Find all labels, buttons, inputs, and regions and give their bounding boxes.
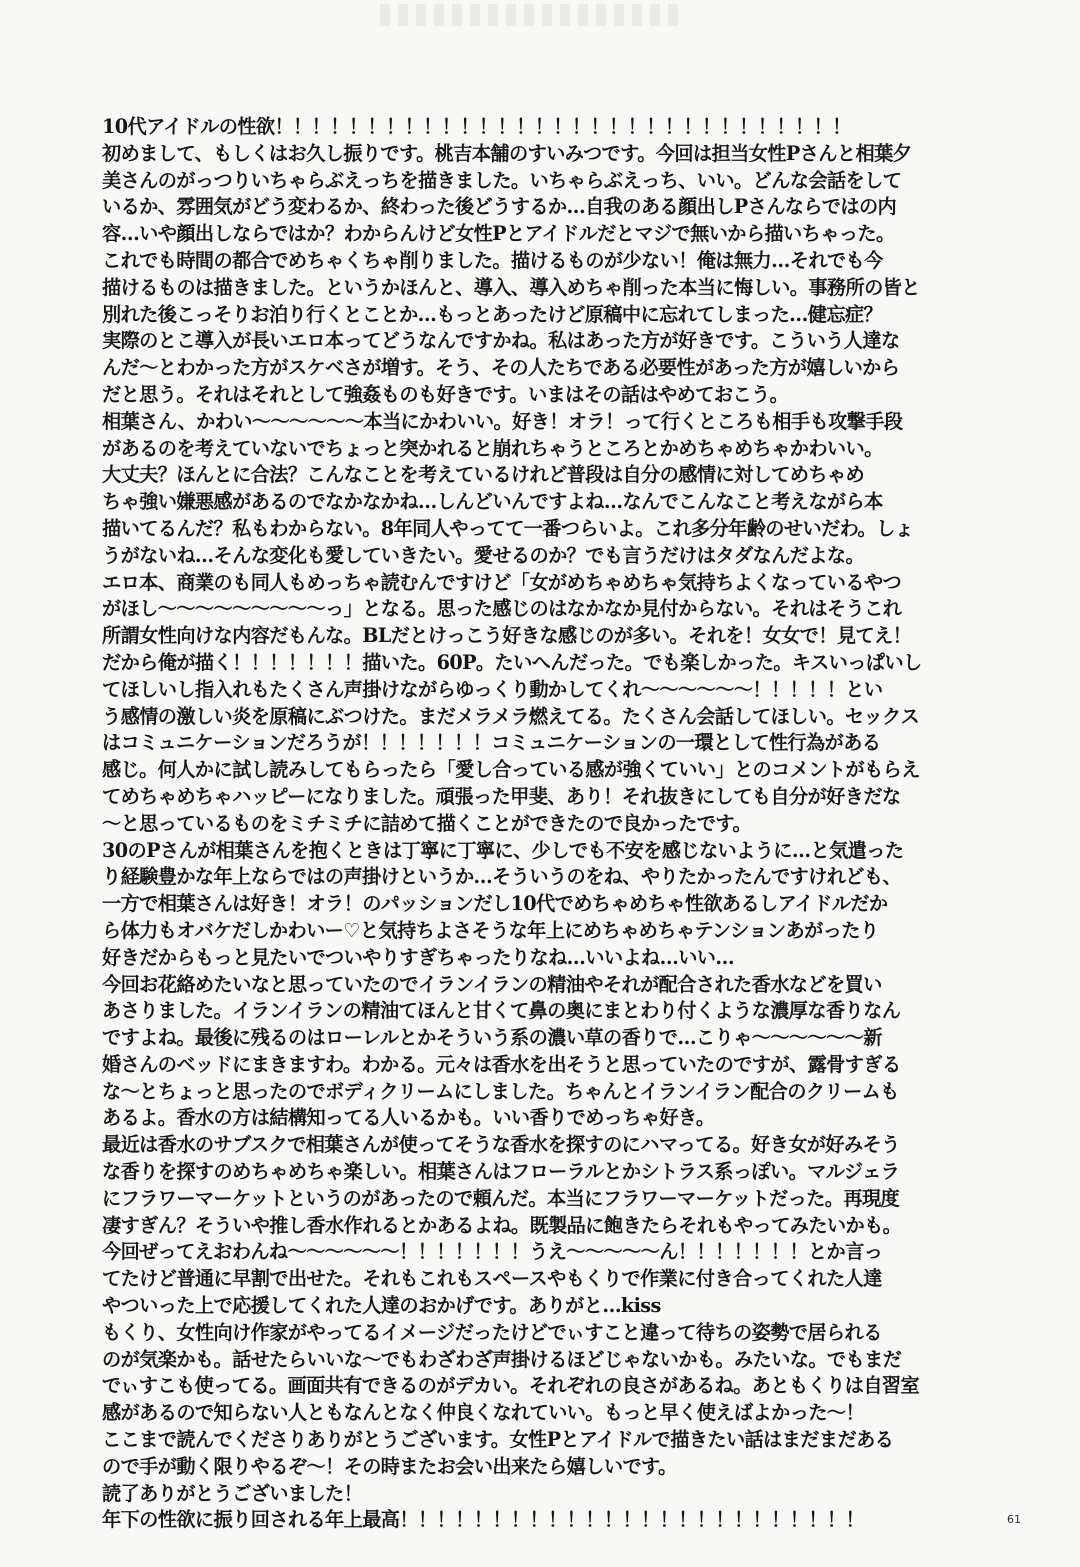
text-line: がほし～～～～～～～～～っ」となる。思った感じのはなかなか見付からない。それはそうこれ (102, 597, 902, 621)
text-line: いるか、雰囲気がどう変わるか、終わった後どうするか…自我のある顔出しPさんならではの内 (102, 195, 897, 219)
text-line: あさりました。イランイランの精油てほんと甘くて鼻の奥にまとわり付くような濃厚な香りなん (102, 999, 901, 1023)
text-line: 実際のとこ導入が長いエロ本ってどうなんですかね。私はあった方が好きです。こういう人達な (102, 329, 900, 353)
page-number: 61 (1007, 1513, 1021, 1526)
text-line: 婚さんのベッドにまきますわ。わかる。元々は香水を出そうと思っていたのですが、露骨すぎる (102, 1052, 901, 1076)
text-line: 読了ありがとうございました！ (102, 1481, 363, 1505)
text-line: ですよね。最後に残るのはローレルとかそういう系の濃い草の香りで…こりゃ～～～～～～新 (102, 1026, 882, 1050)
text-line: な～とちょっと思ったのでボディクリームにしました。ちゃんとイランイラン配合のクリームも (102, 1079, 899, 1103)
text-line: やついった上で応援してくれた人達のおかげです。ありがと…kiss (102, 1294, 661, 1318)
text-line: 30のPさんが相葉さんを抱くときは丁寧に丁寧に、少しでも不安を感じないように…と気遣った (102, 838, 904, 862)
afterword-text-block (102, 114, 1002, 1534)
text-line: 初めまして、もしくはお久し振りです。桃吉本舗のすいみつです。今回は担当女性Pさんと相葉夕 (102, 141, 912, 165)
text-line: 容…いや顔出しならではか？わからんけど女性Pとアイドルだとマジで無いから描いちゃった。 (102, 222, 895, 246)
text-line: エロ本、商業のも同人もめっちゃ読むんですけど「女がめちゃめちゃ気持ちよくなっているやつ (102, 570, 902, 594)
text-line: 凄すぎん？そういや推し香水作れるとかあるよね。既製品に飽きたらそれもやってみたいかも。 (102, 1213, 902, 1237)
text-line: でぃすこも使ってる。画面共有できるのがデカい。それぞれの良さがあるね。あともくりは自習室 (102, 1374, 920, 1398)
text-line: 所謂女性向けな内容だもんな。BLだとけっこう好きな感じのが多い。それを！女女で！見てえ！ (102, 624, 912, 648)
text-line: てめちゃめちゃハッピーになりました。頑張った甲斐、あり！それ抜きにしても自分が好きだな (102, 784, 901, 808)
text-line: 今回ぜってえおわんね～～～～～～！！！！！！！うえ～～～～～ん！！！！！！！とか言っ (102, 1240, 883, 1264)
text-line: ら体力もオバケだしかわいー♡と気持ちよさそうな年上にめちゃめちゃテンションあがったり (102, 918, 879, 942)
text-line: これでも時間の都合でめちゃくちゃ削りました。描けるものが少ない！俺は無力…それでも今 (102, 248, 883, 272)
text-line: 最近は香水のサブスクで相葉さんが使ってそうな香水を探すのにハマってる。好き女が好みそう (102, 1133, 900, 1157)
show-through-marks (380, 4, 680, 26)
text-line: にフラワーマーケットというのがあったので頼んだ。本当にフラワーマーケットだった。再現度 (102, 1186, 900, 1210)
text-line: 10代アイドルの性欲！！！！！！！！！！！！！！！！！！！！！！！！！！！！！！！ (102, 115, 851, 138)
text-line: 年下の性欲に振り回される年上最高！！！！！！！！！！！！！！！！！！！！！！！！！ (102, 1508, 865, 1532)
text-line: あるよ。香水の方は結構知ってる人いるかも。いい香りでめっちゃ好き。 (102, 1106, 715, 1130)
text-line: う感情の激しい炎を原稿にぶつけた。まだメラメラ燃えてる。たくさん会話してほしい。セックス (102, 704, 920, 728)
text-line: ので手が動く限りやるぞ～！その時またお会い出来たら嬉しいです。 (102, 1454, 677, 1478)
text-line: 感じ。何人かに試し読みしてもらったら「愛し合っている感が強くていい」とのコメントがもらえ (102, 758, 920, 782)
text-line: んだ～とわかった方がスケベさが増す。そう、その人たちである必要性があった方が嬉しいから (102, 356, 900, 380)
text-line: はコミュニケーションだろうが！！！！！！！コミュニケーションの一環として性行為がある (102, 731, 881, 755)
text-line: 好きだからもっと見たいでついやりすぎちゃったりなね…いいよね…いい… (102, 945, 734, 969)
text-line: のが気楽かも。話せたらいいな～でもわざわざ声掛けるほどじゃないかも。みたいな。でもまだ (102, 1347, 902, 1371)
text-line: 描いてるんだ？私もわからない。8年同人やってて一番つらいよ。これ多分年齢のせいだわ。しょ (102, 516, 914, 540)
text-line: があるのを考えていないでちょっと突かれると崩れちゃうところとかめちゃめちゃかわいい。 (102, 436, 883, 460)
text-line: 今回お花絡めたいなと思っていたのでイランイランの精油やそれが配合された香水などを買い (102, 972, 882, 996)
text-line: てたけど普通に早割で出せた。それもこれもスペースやもくりで作業に付き合ってくれた人達 (102, 1267, 882, 1291)
text-line: 一方で相葉さんは好き！オラ！のパッションだし10代でめちゃめちゃ性欲あるしアイドルだか (102, 892, 888, 916)
text-line: てほしいし指入れもたくさん声掛けながらゆっくり動かしてくれ～～～～～～！！！！！とい (102, 677, 883, 701)
text-line: な香りを探すのめちゃめちゃ楽しい。相葉さんはフローラルとかシトラス系っぽい。マルジェラ (102, 1160, 900, 1184)
text-line: り経験豊かな年上ならではの声掛けというか…そういうのをね、やりたかったんですけれども、 (102, 865, 902, 889)
text-line: 描けるものは描きました。というかほんと、導入、導入めちゃ削った本当に悔しい。事務所の皆と (102, 275, 920, 299)
text-line: だから俺が描く！！！！！！！描いた。60P。たいへんだった。でも楽しかった。キスいっぱいし (102, 650, 922, 674)
text-line: だと思う。それはそれとして強姦ものも好きです。いまはその話はやめておこう。 (102, 382, 789, 406)
text-line: 美さんのがっつりいちゃらぶえっちを描きました。いちゃらぶえっち、いい。どんな会話をして (102, 168, 902, 192)
text-line: 感があるので知らない人ともなんとなく仲良くなれていい。もっと早く使えばよかった～！ (102, 1401, 865, 1425)
text-line: うがないね…そんな変化も愛していきたい。愛せるのか？でも言うだけはタダなんだよな。 (102, 543, 865, 567)
text-line: ちゃ強い嫌悪感があるのでなかなかね…しんどいんですよね…なんでこんなこと考えながら本 (102, 490, 883, 514)
text-line: 大丈夫？ほんとに合法？こんなことを考えているけれど普段は自分の感情に対してめちゃめ (102, 463, 865, 487)
text-line: もくり、女性向け作家がやってるイメージだったけどでぃすこと違って待ちの姿勢で居られる (102, 1320, 882, 1344)
text-line: 相葉さん、かわい～～～～～～本当にかわいい。好き！オラ！って行くところも相手も攻撃手段 (102, 409, 903, 433)
text-line: ～と思っているものをミチミチに詰めて描くことができたので良かったです。 (102, 811, 752, 835)
text-line: ここまで読んでくださりありがとうございます。女性Pとアイドルで描きたい話はまだまだある (102, 1428, 894, 1452)
text-line: 別れた後こっそりお泊り行くとことか…もっとあったけど原稿中に忘れてしまった…健忘症？ (102, 302, 883, 326)
